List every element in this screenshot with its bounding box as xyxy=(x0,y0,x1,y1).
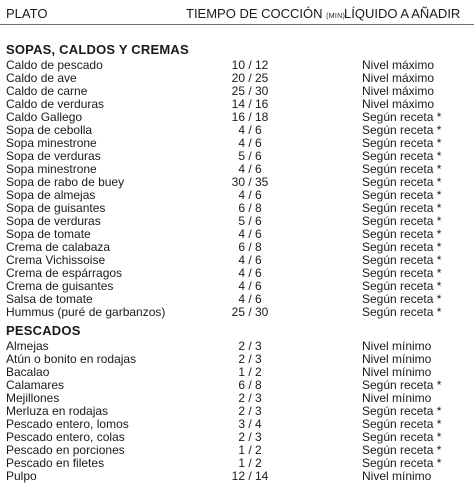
dish-name: Almejas xyxy=(6,339,49,353)
cooking-time: 4 / 6 xyxy=(238,162,262,176)
liquid-amount: Nivel mínimo xyxy=(362,352,432,366)
cooking-time: 2 / 3 xyxy=(238,391,262,405)
liquid-amount: Según receta * xyxy=(362,279,442,293)
dish-name: Sopa de cebolla xyxy=(6,123,93,137)
cooking-time: 10 / 12 xyxy=(231,58,269,72)
liquid-amount: Según receta * xyxy=(362,227,442,241)
liquid-amount: Según receta * xyxy=(362,188,442,202)
dish-name: Sopa de rabo de buey xyxy=(6,175,125,189)
liquid-amount: Según receta * xyxy=(362,149,442,163)
dish-name: Caldo de verduras xyxy=(6,97,105,111)
liquid-amount: Según receta * xyxy=(362,253,442,267)
header-time xyxy=(186,6,345,21)
dish-name: Salsa de tomate xyxy=(6,292,93,306)
table-header xyxy=(0,6,474,22)
cooking-time: 2 / 3 xyxy=(238,339,262,353)
cooking-time: 1 / 2 xyxy=(238,365,262,379)
liquid-amount: Nivel máximo xyxy=(362,58,435,72)
liquid-amount: Nivel mínimo xyxy=(362,365,432,379)
liquid-amount: Según receta * xyxy=(362,430,442,444)
cooking-time: 25 / 30 xyxy=(231,305,269,319)
table-row xyxy=(0,470,474,483)
dish-name: Calamares xyxy=(6,378,65,392)
dish-name: Sopa de verduras xyxy=(6,149,101,163)
cooking-time: 3 / 4 xyxy=(238,417,262,431)
cooking-time: 4 / 6 xyxy=(238,227,262,241)
table-row xyxy=(0,306,474,319)
dish-name: Sopa de almejas xyxy=(6,188,96,202)
cooking-time: 5 / 6 xyxy=(238,149,262,163)
liquid-amount: Según receta * xyxy=(362,136,442,150)
cooking-time: 4 / 6 xyxy=(238,123,262,137)
dish-name: Hummus (puré de garbanzos) xyxy=(6,305,166,319)
header-liquid: LÍQUIDO A AÑADIR xyxy=(344,6,461,21)
dish-name: Atún o bonito en rodajas xyxy=(6,352,137,366)
header-divider xyxy=(0,24,474,25)
cooking-time: 4 / 6 xyxy=(238,188,262,202)
cooking-time: 16 / 18 xyxy=(231,110,269,124)
dish-name: Caldo de pescado xyxy=(6,58,103,72)
dish-name: Pescado en filetes xyxy=(6,456,105,470)
cooking-time: 4 / 6 xyxy=(238,266,262,280)
cooking-time: 12 / 14 xyxy=(231,469,269,483)
liquid-amount: Según receta * xyxy=(362,240,442,254)
cooking-time: 1 / 2 xyxy=(238,456,262,470)
dish-name: Sopa minestrone xyxy=(6,136,97,150)
liquid-amount: Según receta * xyxy=(362,214,442,228)
liquid-amount: Según receta * xyxy=(362,266,442,280)
dish-name: Merluza en rodajas xyxy=(6,404,109,418)
dish-name: Pescado entero, lomos xyxy=(6,417,129,431)
section-title: SOPAS, CALDOS Y CREMAS xyxy=(6,42,189,57)
header-time-unit: (MIN) xyxy=(326,13,346,20)
dish-name: Bacalao xyxy=(6,365,50,379)
dish-name: Sopa de tomate xyxy=(6,227,91,241)
liquid-amount: Según receta * xyxy=(362,417,442,431)
liquid-amount: Según receta * xyxy=(362,378,442,392)
cooking-time: 4 / 6 xyxy=(238,253,262,267)
liquid-amount: Según receta * xyxy=(362,201,442,215)
cooking-time: 2 / 3 xyxy=(238,352,262,366)
cooking-time: 30 / 35 xyxy=(231,175,269,189)
dish-name: Pescado en porciones xyxy=(6,443,125,457)
cooking-time: 5 / 6 xyxy=(238,214,262,228)
dish-name: Sopa de guisantes xyxy=(6,201,106,215)
dish-name: Crema de espárragos xyxy=(6,266,123,280)
cooking-time: 1 / 2 xyxy=(238,443,262,457)
liquid-amount: Según receta * xyxy=(362,404,442,418)
liquid-amount: Nivel mínimo xyxy=(362,391,432,405)
cooking-time: 2 / 3 xyxy=(238,430,262,444)
dish-name: Pulpo xyxy=(6,469,37,483)
liquid-amount: Según receta * xyxy=(362,175,442,189)
cooking-time: 20 / 25 xyxy=(231,71,269,85)
liquid-amount: Según receta * xyxy=(362,292,442,306)
liquid-amount: Nivel máximo xyxy=(362,84,435,98)
dish-name: Caldo de carne xyxy=(6,84,88,98)
liquid-amount: Nivel mínimo xyxy=(362,339,432,353)
dish-name: Crema de guisantes xyxy=(6,279,114,293)
cooking-time: 6 / 8 xyxy=(238,378,262,392)
liquid-amount: Nivel máximo xyxy=(362,97,435,111)
cooking-time: 6 / 8 xyxy=(238,240,262,254)
liquid-amount: Según receta * xyxy=(362,162,442,176)
dish-name: Mejillones xyxy=(6,391,60,405)
liquid-amount: Según receta * xyxy=(362,443,442,457)
liquid-amount: Nivel máximo xyxy=(362,71,435,85)
cooking-time: 2 / 3 xyxy=(238,404,262,418)
liquid-amount: Según receta * xyxy=(362,123,442,137)
dish-name: Crema de calabaza xyxy=(6,240,111,254)
liquid-amount: Según receta * xyxy=(362,305,442,319)
header-dish: PLATO xyxy=(6,6,48,21)
cooking-time: 4 / 6 xyxy=(238,292,262,306)
cooking-time: 6 / 8 xyxy=(238,201,262,215)
cooking-time: 4 / 6 xyxy=(238,136,262,150)
dish-name: Pescado entero, colas xyxy=(6,430,125,444)
section-title: PESCADOS xyxy=(6,323,81,338)
cooking-time: 4 / 6 xyxy=(238,279,262,293)
dish-name: Caldo de ave xyxy=(6,71,77,85)
liquid-amount: Según receta * xyxy=(362,110,442,124)
dish-name: Sopa de verduras xyxy=(6,214,101,228)
header-time-label: TIEMPO DE COCCIÓN xyxy=(186,6,323,21)
dish-name: Sopa minestrone xyxy=(6,162,97,176)
cooking-time: 25 / 30 xyxy=(231,84,269,98)
liquid-amount: Según receta * xyxy=(362,456,442,470)
cooking-time: 14 / 16 xyxy=(231,97,269,111)
liquid-amount: Nivel mínimo xyxy=(362,469,432,483)
dish-name: Caldo Gallego xyxy=(6,110,83,124)
dish-name: Crema Vichissoise xyxy=(6,253,106,267)
